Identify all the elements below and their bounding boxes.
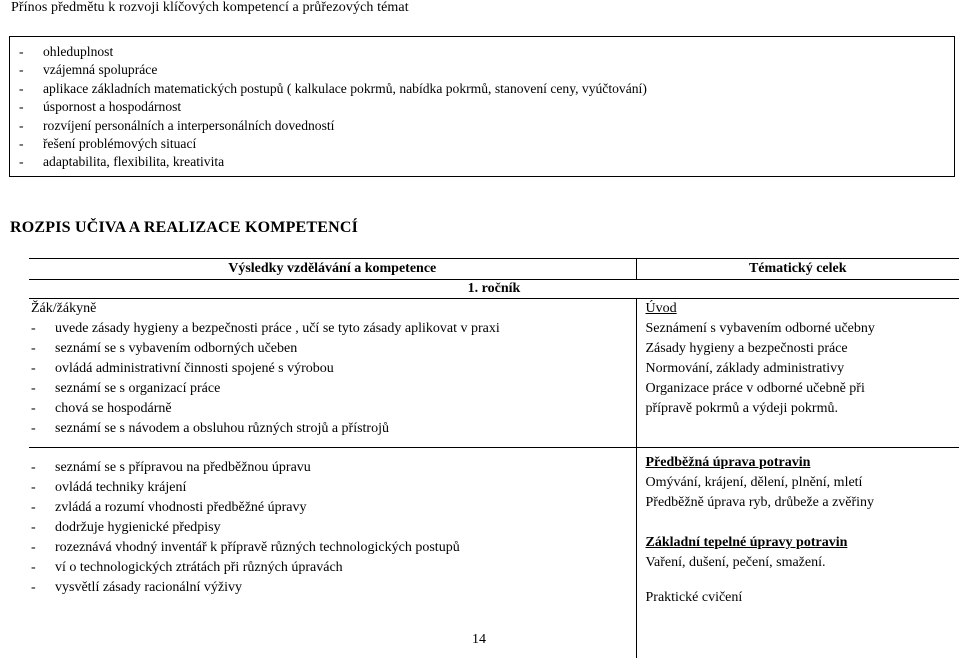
competencies-list <box>19 43 647 172</box>
list-item: Organizace práce v odborné učebně při <box>646 379 960 399</box>
column-header-topic: Tématický celek <box>636 259 959 280</box>
topic-title: Předběžná úprava potravin <box>646 453 960 473</box>
list-item: - ohleduplnost <box>19 43 647 61</box>
list-item: - seznámí se s přípravou na předběžnou úpravu <box>31 458 636 478</box>
table-row <box>29 448 636 658</box>
practical-exercise: Praktické cvičení <box>646 588 960 608</box>
student-label: Žák/žákyně <box>31 299 636 319</box>
list-item: - rozeznává vhodný inventář k přípravě různých technologických postupů <box>31 538 636 558</box>
list-item: Normování, základy administrativy <box>646 359 960 379</box>
list-item: Zásady hygieny a bezpečnosti práce <box>646 339 960 359</box>
page-number: 14 <box>472 632 486 648</box>
section-title: ROZPIS UČIVA A REALIZACE KOMPETENCÍ <box>10 219 358 237</box>
year-label: 1. ročník <box>29 280 959 299</box>
list-item: - adaptabilita, flexibilita, kreativita <box>19 153 647 171</box>
list-item: - aplikace základních matematických postupů ( kalkulace pokrmů, nabídka pokrmů, stanovení ceny, vyúčtování) <box>19 80 647 98</box>
list-item: - uvede zásady hygieny a bezpečnosti práce , učí se tyto zásady aplikovat v praxi <box>31 319 636 339</box>
list-item: - ovládá techniky krájení <box>31 478 636 498</box>
list-item: - ovládá administrativní činnosti spojené s výrobou <box>31 359 636 379</box>
list-item: Seznámení s vybavením odborné učebny <box>646 319 960 339</box>
list-item: - rozvíjení personálních a interpersonálních dovedností <box>19 117 647 135</box>
list-item: - vysvětlí zásady racionální výživy <box>31 578 636 598</box>
list-item: - ví o technologických ztrátách při různých úpravách <box>31 558 636 578</box>
list-item: - seznámí se s organizací práce <box>31 379 636 399</box>
topic-title: Základní tepelné úpravy potravin <box>646 533 960 553</box>
list-item: - dodržuje hygienické předpisy <box>31 518 636 538</box>
list-item: - seznámí se s vybavením odborných učeben <box>31 339 636 359</box>
table-row <box>636 299 959 448</box>
table-row <box>636 448 959 658</box>
list-item: Předběžně úprava ryb, drůbeže a zvěřiny <box>646 493 960 513</box>
list-item: - seznámí se s návodem a obsluhou různých strojů a přístrojů <box>31 419 636 439</box>
topic-title: Úvod <box>646 299 960 319</box>
list-item: - vzájemná spolupráce <box>19 61 647 79</box>
curriculum-table <box>29 258 959 658</box>
list-item: - zvládá a rozumí vhodnosti předběžné úpravy <box>31 498 636 518</box>
page-heading: Přínos předmětu k rozvoji klíčových kompetencí a průřezových témat <box>11 0 409 16</box>
list-item: přípravě pokrmů a výdeji pokrmů. <box>646 399 960 419</box>
column-header-outcomes: Výsledky vzdělávání a kompetence <box>29 259 636 280</box>
list-item: Omývání, krájení, dělení, plnění, mletí <box>646 473 960 493</box>
competencies-box <box>9 36 955 177</box>
table-row <box>29 299 636 448</box>
list-item: - úspornost a hospodárnost <box>19 98 647 116</box>
list-item: - řešení problémových situací <box>19 135 647 153</box>
list-item: Vaření, dušení, pečení, smažení. <box>646 553 960 573</box>
list-item: - chová se hospodárně <box>31 399 636 419</box>
